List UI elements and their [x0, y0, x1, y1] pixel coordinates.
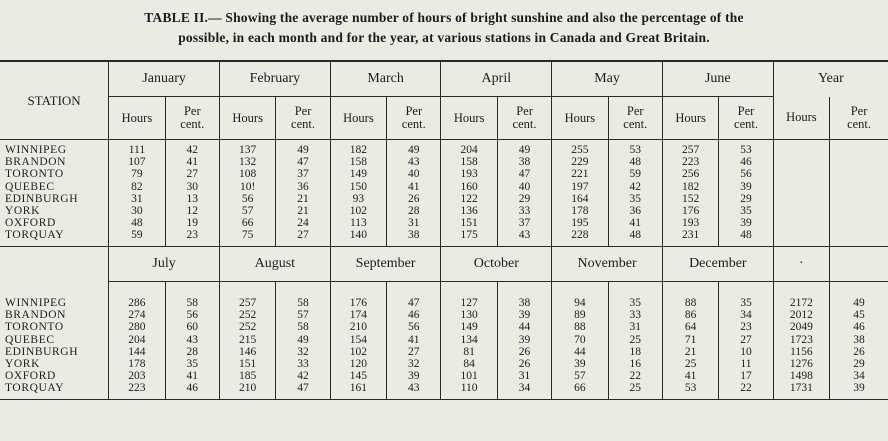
percent-value: 27 — [740, 333, 752, 346]
percent-subheader-line-1: Per — [626, 104, 644, 118]
percent-value: 27 — [186, 168, 199, 181]
year-hours-value: 2012 — [789, 309, 813, 322]
hours-value: 257 — [239, 297, 257, 309]
percent-value: 25 — [629, 333, 642, 346]
hours-value: 257 — [682, 144, 700, 156]
hours-value: 252 — [239, 309, 257, 322]
hours-value: 79 — [131, 168, 143, 181]
hours-value: 136 — [460, 204, 478, 217]
hours-value: 84 — [463, 357, 475, 370]
header-row-top — [0, 61, 888, 97]
hours-value: 56 — [241, 192, 254, 205]
month-header: November — [552, 246, 663, 281]
percent-value: 33 — [629, 309, 642, 322]
station-name: QUEBEC — [5, 333, 55, 346]
hours-value: 160 — [460, 180, 478, 193]
percent-value: 30 — [186, 180, 199, 193]
hours-value: 10! — [239, 180, 256, 193]
year-hours-value: 1498 — [789, 370, 813, 383]
percent-value: 25 — [629, 382, 642, 395]
station-name: TORONTO — [5, 321, 64, 334]
percent-subheader — [719, 97, 773, 140]
percent-value: 43 — [408, 382, 420, 395]
hours-value: 144 — [128, 345, 146, 358]
percent-value: 18 — [629, 345, 642, 358]
percent-value: 58 — [186, 297, 199, 309]
percent-value: 43 — [408, 156, 420, 169]
station-name: TORQUAY — [5, 229, 65, 242]
year-mark: · — [773, 246, 829, 281]
percent-value: 31 — [518, 370, 531, 383]
hours-value: 88 — [684, 297, 697, 309]
percent-value: 35 — [186, 357, 199, 370]
percent-subheader-line-2: cent. — [291, 117, 315, 131]
hours-value: 48 — [131, 217, 143, 230]
station-name: OXFORD — [5, 370, 56, 383]
hours-value: 25 — [684, 357, 697, 370]
percent-subheader — [830, 97, 888, 140]
hours-value: 256 — [682, 168, 700, 181]
hours-value: 193 — [460, 168, 478, 181]
percent-value: 39 — [518, 333, 531, 346]
percent-subheader — [165, 97, 219, 140]
percent-value: 23 — [186, 229, 199, 242]
hours-value: 21 — [684, 345, 697, 358]
percent-value: 41 — [186, 156, 199, 169]
month-header: June — [662, 61, 773, 97]
hours-value: 120 — [349, 357, 368, 370]
caption-line-2: possible, in each month and for the year, at various stations in Canada and Great Britain. — [178, 30, 710, 45]
percent-subheader-line-2: cent. — [734, 117, 758, 131]
percent-value: 46 — [740, 156, 752, 169]
station-name: TORONTO — [5, 168, 64, 181]
percent-value: 11 — [740, 357, 752, 370]
percent-value: 58 — [297, 321, 309, 334]
year-percent-value: 46 — [853, 321, 865, 334]
percent-value: 42 — [297, 370, 309, 383]
percent-subheader — [608, 97, 662, 140]
percent-value: 56 — [740, 168, 752, 181]
data-row-bottom — [0, 293, 888, 399]
percent-value: 22 — [740, 382, 752, 395]
hours-value: 66 — [241, 217, 254, 230]
hours-value: 111 — [128, 144, 146, 156]
month-header: February — [219, 61, 330, 97]
percent-value: 21 — [297, 192, 309, 205]
year-hours-value: 2172 — [789, 297, 813, 309]
percent-subheader — [497, 97, 551, 140]
percent-value: 39 — [740, 217, 752, 230]
year-percent-value: 34 — [853, 370, 865, 383]
percent-value: 16 — [629, 357, 642, 370]
hours-value: 178 — [571, 204, 589, 217]
hours-value: 223 — [682, 156, 700, 169]
percent-value: 33 — [297, 357, 309, 370]
hours-value: 89 — [574, 309, 586, 322]
hours-subheader: Hours — [552, 97, 608, 140]
percent-value: 34 — [740, 309, 752, 322]
percent-value: 35 — [740, 297, 752, 309]
hours-value: 93 — [352, 192, 365, 205]
hours-value: 145 — [349, 370, 368, 383]
percent-value: 41 — [629, 217, 642, 230]
year-percent-value: 26 — [853, 345, 865, 358]
percent-value: 35 — [629, 192, 642, 205]
percent-value: 37 — [518, 217, 531, 230]
percent-value: 53 — [629, 144, 642, 156]
percent-value: 48 — [629, 229, 642, 242]
percent-subheader-line-1: Per — [516, 104, 533, 118]
percent-value: 38 — [518, 156, 531, 169]
hours-value: 137 — [239, 144, 257, 156]
percent-value: 49 — [408, 144, 420, 156]
header-row-bottom — [0, 246, 888, 281]
hours-value: 252 — [239, 321, 257, 334]
percent-value: 40 — [518, 180, 531, 193]
hours-value: 75 — [241, 229, 254, 242]
hours-value: 53 — [684, 382, 697, 395]
hours-value: 185 — [239, 370, 257, 383]
station-name: EDINBURGH — [5, 192, 79, 205]
hours-value: 195 — [571, 217, 589, 230]
hours-value: 30 — [131, 204, 143, 217]
percent-value: 10 — [740, 345, 752, 358]
percent-value: 34 — [518, 382, 531, 395]
percent-value: 32 — [408, 357, 420, 370]
hours-value: 94 — [574, 297, 586, 309]
hours-value: 88 — [574, 321, 586, 334]
percent-value: 41 — [408, 333, 420, 346]
percent-value: 13 — [186, 192, 199, 205]
hours-value: 110 — [460, 382, 478, 395]
percent-value: 48 — [629, 156, 642, 169]
percent-value: 36 — [629, 204, 642, 217]
hours-value: 150 — [349, 180, 368, 193]
sunshine-table — [0, 60, 888, 400]
hours-value: 154 — [349, 333, 368, 346]
percent-value: 46 — [408, 309, 420, 322]
percent-value: 42 — [186, 144, 199, 156]
percent-value: 26 — [408, 192, 420, 205]
year-hours-value: 1156 — [790, 345, 813, 358]
hours-value: 151 — [460, 217, 478, 230]
percent-value: 28 — [408, 204, 420, 217]
station-name: QUEBEC — [5, 180, 55, 193]
percent-value: 33 — [518, 204, 531, 217]
hours-value: 82 — [131, 180, 143, 193]
percent-value: 31 — [629, 321, 642, 334]
percent-value: 32 — [297, 345, 309, 358]
percent-value: 42 — [629, 180, 642, 193]
percent-subheader-line-2: cent. — [512, 117, 537, 131]
hours-value: 127 — [460, 297, 478, 309]
percent-value: 35 — [740, 204, 752, 217]
percent-value: 26 — [518, 345, 531, 358]
percent-value: 29 — [740, 192, 752, 205]
hours-value: 57 — [241, 204, 254, 217]
station-name: YORK — [5, 357, 40, 370]
percent-value: 43 — [518, 229, 531, 242]
hours-value: 228 — [571, 229, 589, 242]
percent-subheader-line-1: Per — [737, 104, 755, 118]
percent-subheader-line-2: cent. — [401, 117, 426, 131]
year-percent-value: 49 — [853, 297, 865, 309]
hours-value: 71 — [684, 333, 697, 346]
station-name: OXFORD — [5, 217, 56, 230]
month-header: May — [552, 61, 663, 97]
hours-value: 176 — [349, 297, 368, 309]
station-name: TORQUAY — [5, 382, 65, 395]
month-header: September — [330, 246, 441, 281]
percent-value: 47 — [408, 297, 420, 309]
percent-value: 56 — [408, 321, 420, 334]
hours-value: 102 — [349, 345, 368, 358]
station-name: WINNIPEG — [5, 144, 67, 156]
percent-value: 47 — [518, 168, 531, 181]
hours-value: 134 — [460, 333, 478, 346]
percent-value: 40 — [408, 168, 420, 181]
hours-subheader: Hours — [109, 97, 165, 140]
hours-subheader: Hours — [219, 97, 275, 140]
hours-value: 39 — [574, 357, 586, 370]
hours-value: 130 — [460, 309, 478, 322]
hours-value: 41 — [684, 370, 697, 383]
percent-value: 47 — [297, 156, 309, 169]
percent-value: 44 — [518, 321, 531, 334]
hours-value: 101 — [460, 370, 478, 383]
percent-value: 21 — [297, 204, 309, 217]
hours-value: 57 — [574, 370, 586, 383]
percent-value: 29 — [518, 192, 531, 205]
station-name: YORK — [5, 204, 40, 217]
hours-value: 197 — [571, 180, 589, 193]
station-name: WINNIPEG — [5, 297, 67, 309]
month-header: April — [441, 61, 552, 97]
percent-value: 49 — [297, 144, 309, 156]
station-name: EDINBURGH — [5, 345, 79, 358]
hours-value: 146 — [239, 345, 257, 358]
hours-value: 164 — [571, 192, 589, 205]
percent-value: 48 — [740, 229, 752, 242]
hours-value: 193 — [682, 217, 700, 230]
hours-value: 140 — [349, 229, 368, 242]
hours-value: 178 — [128, 357, 146, 370]
hours-value: 204 — [460, 144, 478, 156]
percent-value: 41 — [408, 180, 420, 193]
percent-value: 46 — [186, 382, 199, 395]
month-header: March — [330, 61, 441, 97]
percent-value: 41 — [186, 370, 199, 383]
year-percent-value: 39 — [853, 382, 865, 395]
percent-value: 39 — [740, 180, 752, 193]
percent-subheader — [387, 97, 441, 140]
hours-value: 255 — [571, 144, 589, 156]
hours-value: 122 — [460, 192, 478, 205]
month-header: January — [109, 61, 220, 97]
hours-subheader: Hours — [662, 97, 718, 140]
hours-value: 158 — [349, 156, 368, 169]
percent-value: 57 — [297, 309, 309, 322]
percent-subheader-line-1: Per — [294, 104, 312, 118]
percent-value: 60 — [186, 321, 199, 334]
hours-value: 152 — [682, 192, 700, 205]
percent-value: 23 — [740, 321, 752, 334]
hours-value: 210 — [349, 321, 368, 334]
hours-value: 174 — [349, 309, 368, 322]
year-hours-value: 1723 — [789, 333, 813, 346]
percent-subheader — [276, 97, 330, 140]
year-hours-value: 1731 — [789, 382, 813, 395]
hours-value: 210 — [239, 382, 257, 395]
percent-value: 38 — [408, 229, 420, 242]
percent-value: 35 — [629, 297, 642, 309]
data-row-top — [0, 140, 888, 247]
year-header: Year — [773, 61, 888, 97]
percent-value: 17 — [740, 370, 752, 383]
percent-subheader-line-1: Per — [850, 103, 868, 118]
hours-value: 161 — [349, 382, 368, 395]
percent-subheader-line-1: Per — [183, 104, 201, 118]
hours-value: 151 — [239, 357, 257, 370]
percent-value: 38 — [518, 297, 531, 309]
hours-value: 280 — [128, 321, 146, 334]
hours-value: 274 — [128, 309, 146, 322]
percent-value: 31 — [408, 217, 420, 230]
percent-value: 19 — [186, 217, 199, 230]
hours-value: 44 — [574, 345, 586, 358]
year-percent-value: 38 — [853, 333, 865, 346]
hours-value: 204 — [128, 333, 146, 346]
hours-value: 113 — [349, 217, 367, 230]
percent-value: 37 — [297, 168, 309, 181]
month-header: October — [441, 246, 552, 281]
hours-value: 223 — [128, 382, 146, 395]
percent-value: 43 — [186, 333, 199, 346]
station-header: STATION — [0, 61, 109, 140]
percent-value: 27 — [408, 345, 420, 358]
percent-value: 39 — [408, 370, 420, 383]
hours-value: 215 — [239, 333, 257, 346]
hours-subheader: Hours — [773, 97, 829, 140]
month-header: July — [109, 246, 220, 281]
year-hours-value: 2049 — [789, 321, 813, 334]
station-name: BRANDON — [5, 309, 67, 322]
hours-value: 102 — [349, 204, 368, 217]
hours-value: 132 — [239, 156, 257, 169]
percent-value: 49 — [297, 333, 309, 346]
hours-value: 182 — [349, 144, 368, 156]
month-header: August — [219, 246, 330, 281]
percent-subheader-line-2: cent. — [847, 116, 872, 131]
percent-value: 26 — [518, 357, 531, 370]
percent-subheader-line-1: Per — [405, 104, 423, 118]
percent-value: 56 — [186, 309, 199, 322]
hours-value: 231 — [682, 229, 700, 242]
hours-value: 286 — [128, 297, 146, 309]
year-hours-value: 1276 — [789, 357, 813, 370]
table-caption — [8, 8, 880, 48]
percent-value: 39 — [518, 309, 531, 322]
hours-value: 81 — [463, 345, 475, 358]
hours-value: 158 — [460, 156, 478, 169]
percent-value: 53 — [740, 144, 752, 156]
percent-value: 22 — [629, 370, 642, 383]
hours-value: 149 — [460, 321, 478, 334]
hours-value: 203 — [128, 370, 146, 383]
percent-subheader-line-2: cent. — [180, 117, 205, 131]
percent-value: 49 — [518, 144, 531, 156]
hours-value: 64 — [684, 321, 697, 334]
percent-value: 58 — [297, 297, 309, 309]
percent-value: 12 — [186, 204, 199, 217]
year-percent-value: 45 — [853, 309, 865, 322]
hours-value: 149 — [349, 168, 368, 181]
percent-value: 59 — [629, 168, 642, 181]
hours-value: 229 — [571, 156, 589, 169]
hours-value: 182 — [682, 180, 700, 193]
hours-value: 175 — [460, 229, 478, 242]
hours-subheader: Hours — [330, 97, 386, 140]
hours-value: 59 — [131, 229, 143, 242]
subheader-row-top — [0, 97, 888, 140]
percent-value: 47 — [297, 382, 309, 395]
hours-value: 31 — [131, 192, 143, 205]
hours-value: 70 — [574, 333, 586, 346]
year-percent-value: 29 — [853, 357, 865, 370]
percent-subheader-line-2: cent. — [623, 117, 648, 131]
hours-value: 66 — [574, 382, 586, 395]
hours-value: 221 — [571, 168, 589, 181]
percent-value: 24 — [297, 217, 309, 230]
hours-value: 107 — [128, 156, 146, 169]
station-name: BRANDON — [5, 156, 67, 169]
caption-line-1: TABLE II.— Showing the average number of hours of bright sunshine and also the percentage of the — [144, 10, 744, 25]
percent-value: 28 — [186, 345, 199, 358]
percent-value: 36 — [297, 180, 309, 193]
hours-value: 108 — [239, 168, 257, 181]
hours-value: 176 — [682, 204, 700, 217]
month-header: December — [662, 246, 773, 281]
hours-value: 86 — [684, 309, 697, 322]
hours-subheader: Hours — [441, 97, 497, 140]
percent-value: 27 — [297, 229, 309, 242]
